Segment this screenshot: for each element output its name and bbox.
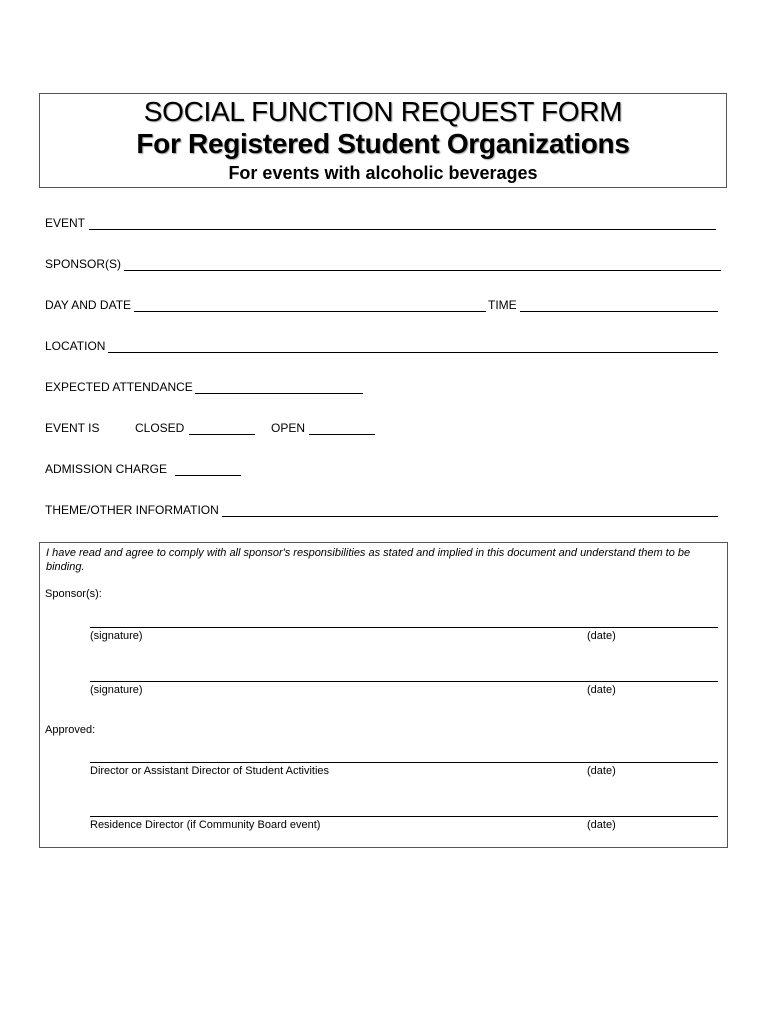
day-and-date-label: DAY AND DATE [45,298,132,312]
expected-attendance-field[interactable] [195,393,363,394]
date-time-row [45,297,720,313]
date-caption-1: (date) [587,630,616,642]
sponsors-row [45,256,721,272]
date-caption-4: (date) [587,819,616,831]
residence-signature-line[interactable] [90,816,718,817]
admission-charge-field[interactable] [175,475,241,476]
date-caption-3: (date) [587,765,616,777]
admission-row [45,461,241,477]
agreement-statement: I have read and agree to comply with all sponsor's responsibilities as stated and implied in this document and understand them to be binding. [46,547,691,573]
theme-other-label: THEME/OTHER INFORMATION [45,503,219,517]
sponsors-field[interactable] [124,270,721,271]
time-label: TIME [488,298,517,312]
day-and-date-field[interactable] [134,311,486,312]
form-note: For events with alcoholic beverages [228,163,538,183]
residence-caption: Residence Director (if Community Board event) [90,819,321,831]
sponsor-signature-line-2[interactable] [90,681,718,682]
event-row [45,215,720,231]
agreement-section [39,542,728,848]
sponsors-section-label: Sponsor(s): [45,588,102,600]
form-title: SOCIAL FUNCTION REQUEST FORM [143,96,623,127]
director-signature-line[interactable] [90,762,718,763]
signature-caption-2: (signature) [90,684,143,696]
theme-row [45,502,718,518]
location-field[interactable] [108,352,718,353]
location-label: LOCATION [45,339,106,353]
event-label: EVENT [45,216,86,230]
time-field[interactable] [520,311,718,312]
date-caption-2: (date) [587,684,616,696]
approved-label: Approved: [45,724,96,736]
director-caption: Director or Assistant Director of Student Activities [90,765,330,777]
event-type-row [45,420,376,436]
sponsor-signature-line-1[interactable] [90,627,718,628]
form-header [39,93,727,188]
attendance-row [45,379,363,395]
form-subtitle: For Registered Student Organizations [136,128,630,159]
closed-label: CLOSED [135,421,185,435]
open-label: OPEN [271,421,306,435]
open-field[interactable] [309,434,375,435]
admission-charge-label: ADMISSION CHARGE [45,462,168,476]
location-row [45,338,718,354]
expected-attendance-label: EXPECTED ATTENDANCE [45,380,193,394]
closed-field[interactable] [189,434,255,435]
sponsors-label: SPONSOR(S) [45,257,122,271]
theme-other-field[interactable] [222,516,718,517]
event-is-label: EVENT IS [45,421,100,435]
signature-caption-1: (signature) [90,630,143,642]
event-field[interactable] [89,229,716,230]
